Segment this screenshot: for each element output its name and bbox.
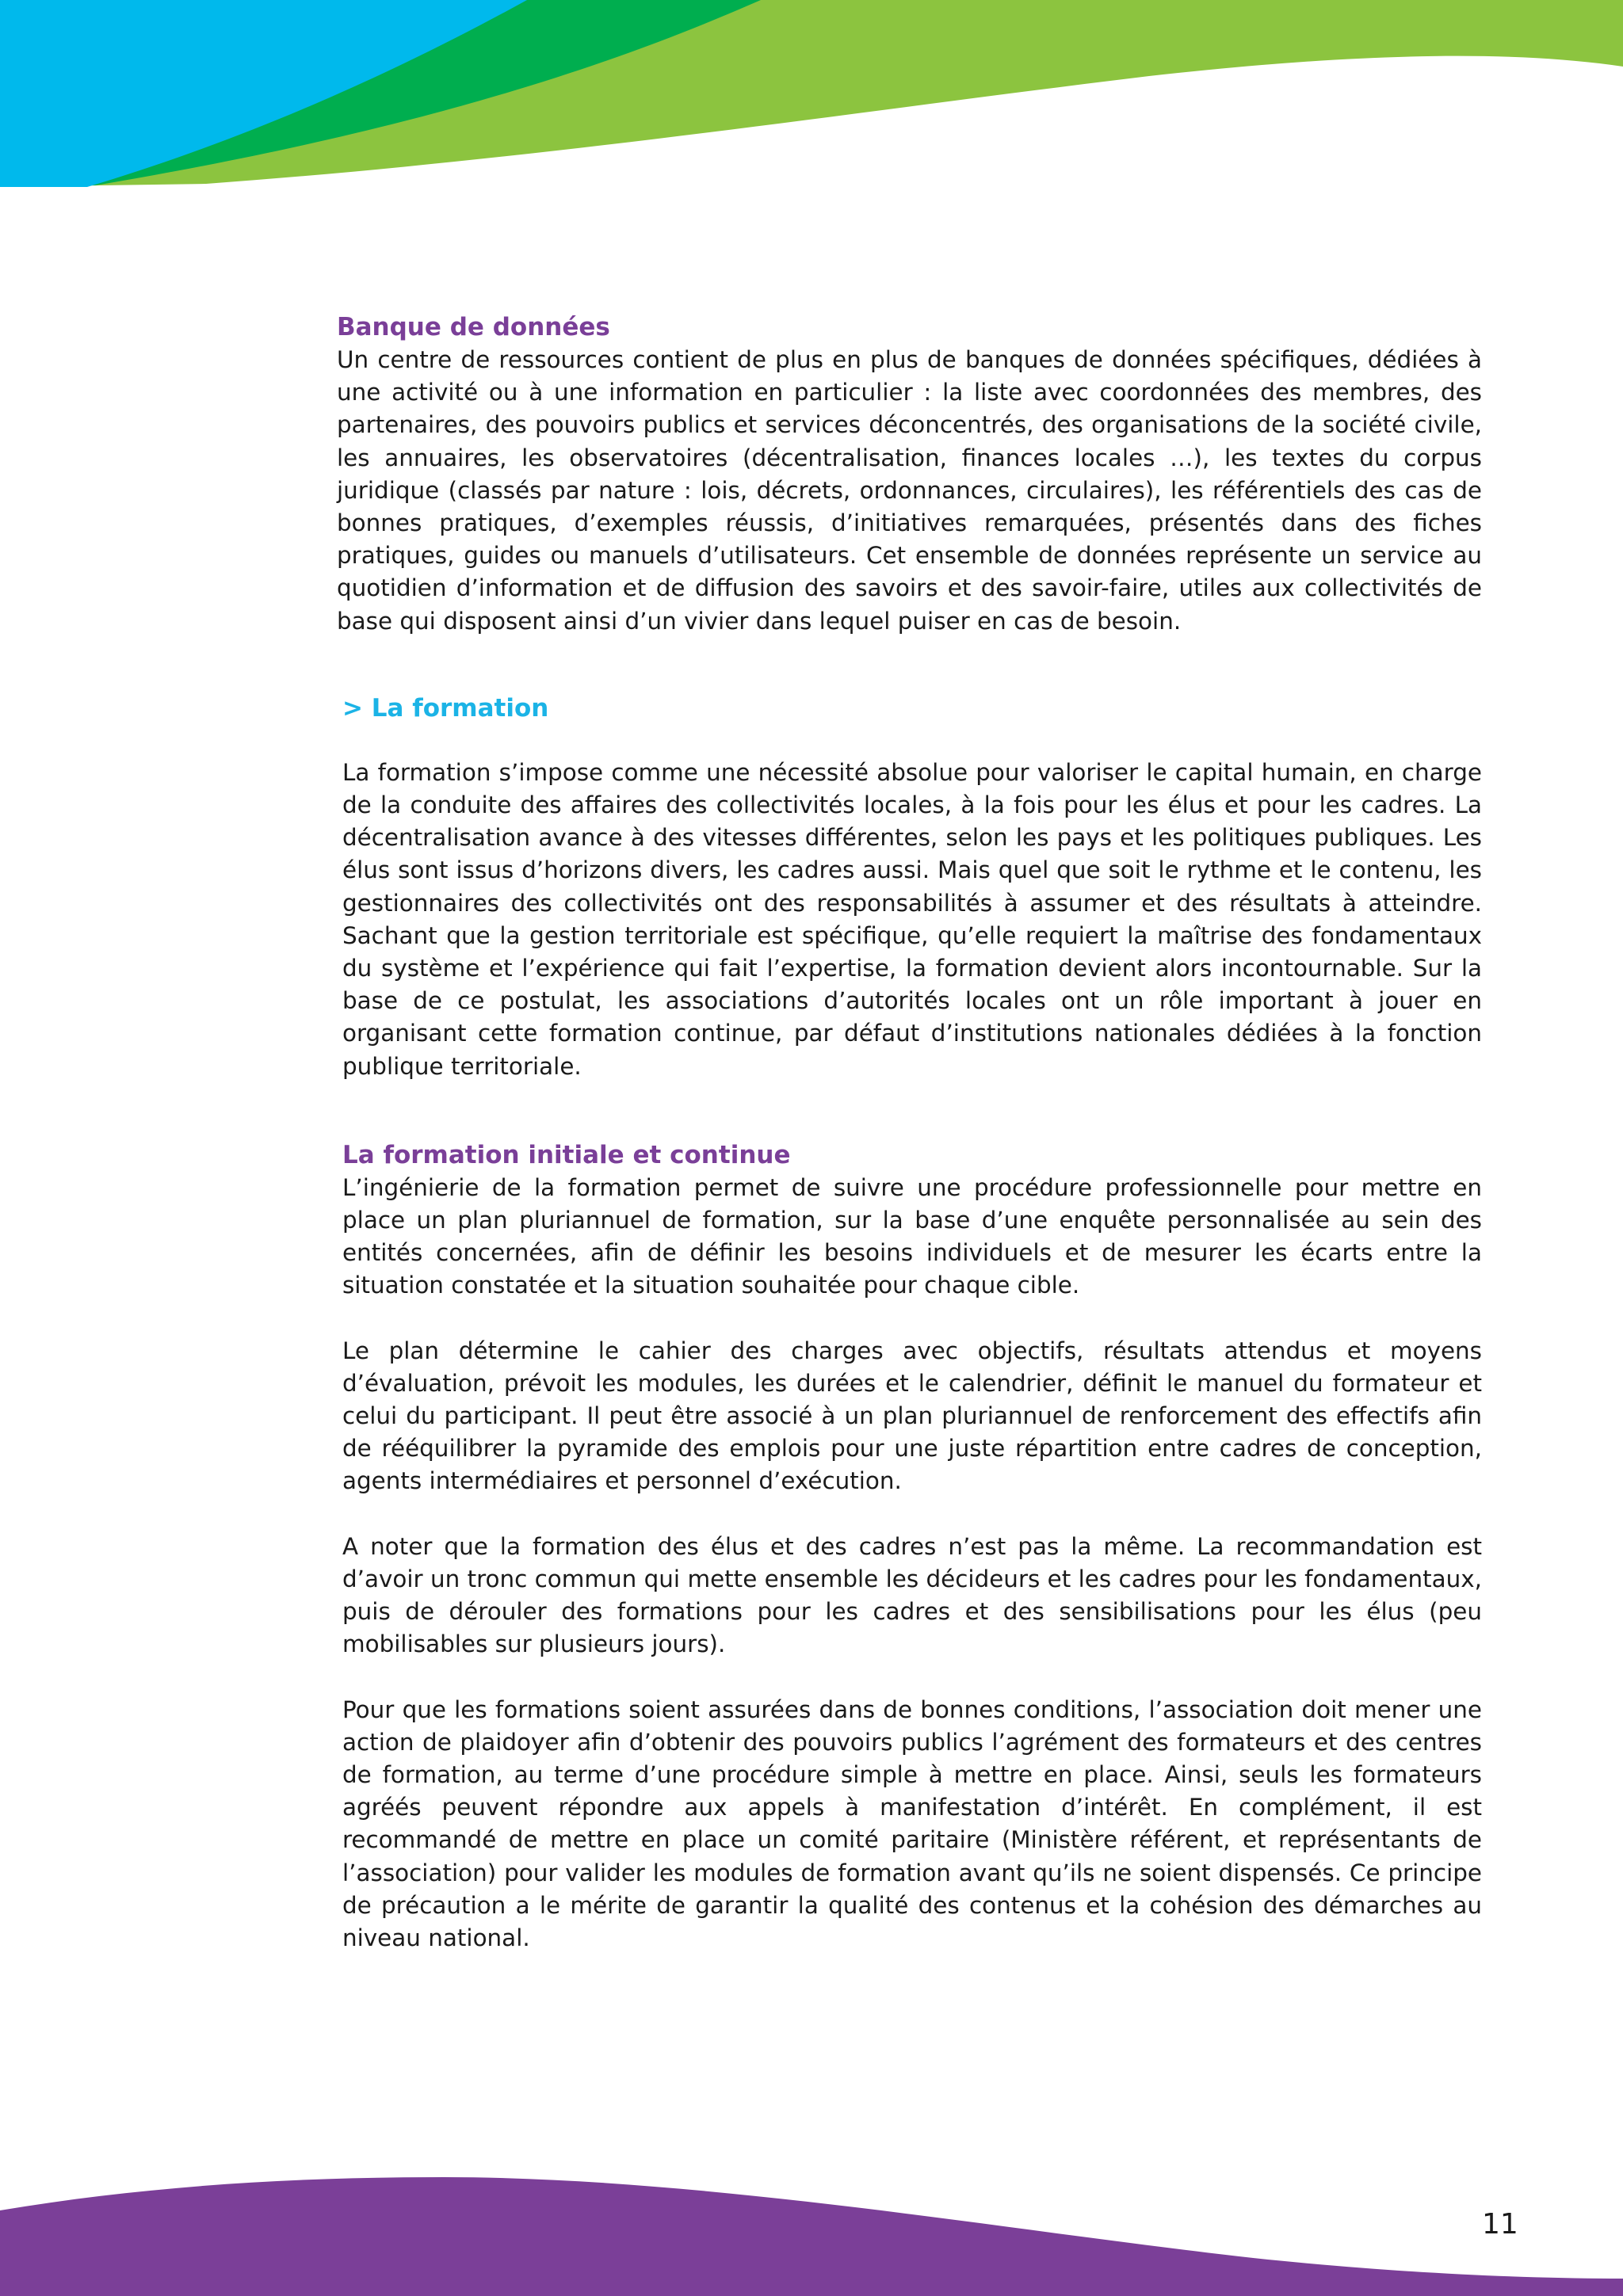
section-heading-formation-initiale-et-continue: La formation initiale et continue [342, 1140, 791, 1169]
paragraph: Le plan détermine le cahier des charges avec objectifs, résultats attendus et moyens d’évaluation, prévoit les modules, les durées et le calendrier, définit le manuel du formateur et celui du participant. Il peut être associé à un plan pluriannuel de renforcement des effectifs afin de rééquilibrer la pyramide des emplois pour une juste répartition entre cadres de conception, agents intermédiaires et personnel d’exécution. [342, 1337, 1482, 1495]
paragraph: A noter que la formation des élus et des cadres n’est pas la même. La recommandation est d’avoir un tronc commun qui mette ensemble les décideurs et les cadres pour les fondamentaux, puis de dérouler des formations pour les cadres et des sensibilisations pour les élus (peu mobilisables sur plusieurs jours). [342, 1532, 1482, 1658]
section-formation-initiale [337, 1138, 1482, 1955]
paragraph: L’ingénierie de la formation permet de suivre une procédure professionnelle pour mettre en place un plan pluriannuel de formation, sur la base d’une enquête personnalisée au sein des entités concernées, afin de définir les besoins individuels et de mesurer les écarts entre la situation constatée et la situation souhaitée pour chaque cible. [342, 1173, 1482, 1299]
top-wave-decoration [0, 0, 1623, 190]
paragraph: La formation s’impose comme une nécessité absolue pour valoriser le capital humain, en charge de la conduite des affaires des collectivités locales, à la fois pour les élus et pour les cadres. La décentralisation avance à des vitesses différentes, selon les pays et les politiques publiques. Les élus sont issus d’horizons divers, les cadres aussi. Mais quel que soit le rythme et le contenu, les gestionnaires des collectivités ont des responsabilités à assumer et des résultats à atteindre. Sachant que la gestion territoriale est spécifique, qu’elle requiert la maîtrise des fondamentaux du système et l’expérience qui fait l’expertise, la formation devient alors incontournable. Sur la base de ce postulat, les associations d’autorités locales ont un rôle important à jouer en organisant cette formation continue, par défaut d’institutions nationales dédiées à la fonction publique territoriale. [342, 758, 1482, 1080]
page-number: 11 [1482, 2208, 1518, 2241]
paragraph: Pour que les formations soient assurées dans de bonnes conditions, l’association doit mener une action de plaidoyer afin d’obtenir des pouvoirs publics l’agrément des formateurs et des centres de formation, au terme d’une procédure simple à mettre en place. Ainsi, seuls les formateurs agréés peuvent répondre aux appels à manifestation d’intérêt. En complément, il est recommandé de mettre en place un comité paritaire (Ministère référent, et représentants de l’association) pour valider les modules de formation avant qu’ils ne soient dispensés. Ce principe de précaution a le mérite de garantir la qualité des contenus et la cohésion des démarches au niveau national. [342, 1695, 1482, 1951]
bottom-wave-purple [0, 2177, 1623, 2296]
paragraph: Un centre de ressources contient de plus en plus de banques de données spécifiques, dédiées à une activité ou à une information en particulier : la liste avec coordonnées des membres, des partenaires, des pouvoirs publics et services déconcentrés, des organisations de la société civile, les annuaires, les observatoires (décentralisation, finances locales …), les textes du corpus juridique (classés par nature : lois, décrets, ordonnances, circulaires), les référentiels des cas de bonnes pratiques, d’exemples réussis, d’initiatives remarquées, présentés dans des fiches pratiques, guides ou manuels d’utilisateurs. Cet ensemble de données représente un service au quotidien d’information et de diffusion des savoirs et des savoir-faire, utiles aux collectivités de base qui disposent ainsi d’un vivier dans lequel puiser en cas de besoin. [337, 346, 1482, 635]
section-heading-banque-de-donnees: Banque de données [337, 313, 610, 341]
main-content [337, 311, 1482, 1955]
bottom-wave-decoration [0, 2171, 1623, 2296]
section-heading-la-formation: > La formation [342, 693, 549, 723]
section-la-formation [337, 692, 1482, 1083]
